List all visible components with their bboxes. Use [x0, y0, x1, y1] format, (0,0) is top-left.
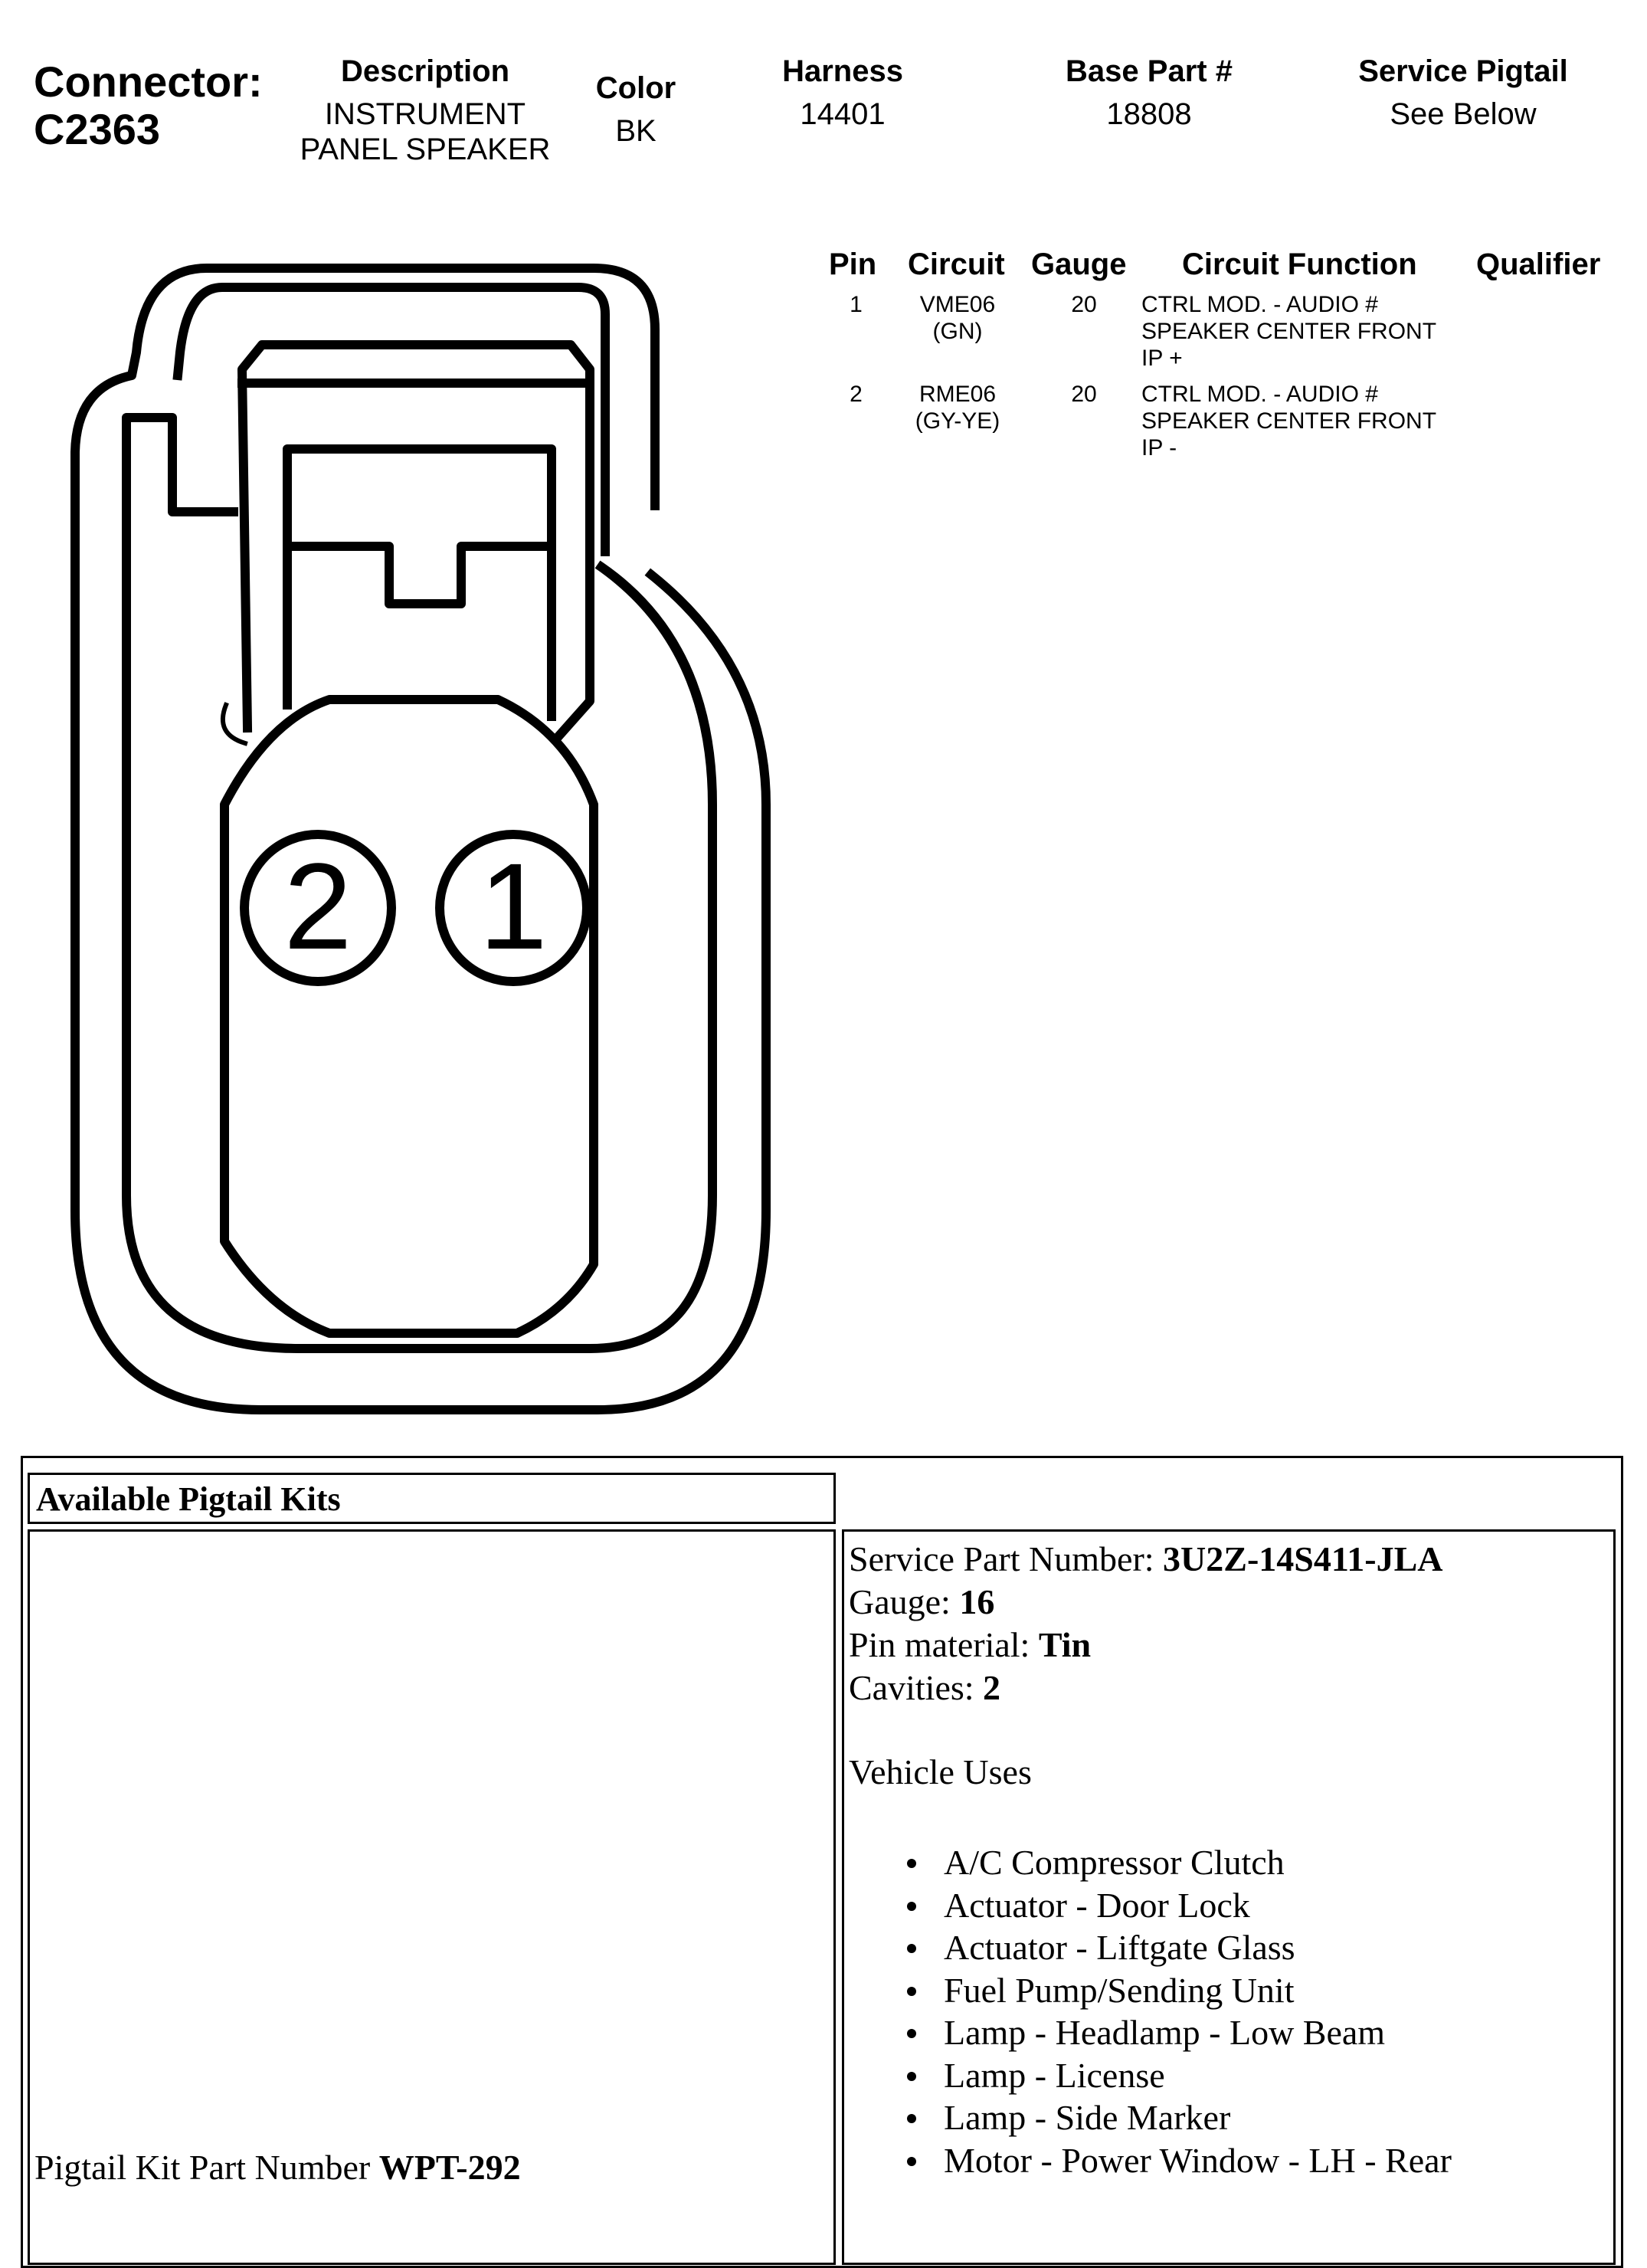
qualifier-header: Qualifier — [1476, 247, 1601, 281]
base-part-value: 18808 — [1106, 97, 1192, 131]
pigtail-kit-number — [34, 2146, 521, 2189]
connector-title — [34, 58, 263, 153]
pin-1-gauge: 20 — [1071, 292, 1097, 317]
pigtail-heading: Available Pigtail Kits — [36, 1480, 341, 1518]
pin-1-label: 1 — [479, 837, 548, 975]
pin-2-number: 2 — [850, 382, 863, 407]
list-item: Lamp - License — [849, 2054, 1613, 2097]
circuit-header: Circuit — [908, 247, 1005, 281]
pigtail-kit-cell — [28, 1529, 836, 2265]
list-item: Motor - Power Window - LH - Rear — [849, 2139, 1613, 2182]
pin-2-label: 2 — [283, 837, 352, 975]
bullet-icon — [907, 2072, 916, 2081]
list-item: Lamp - Headlamp - Low Beam — [849, 2011, 1613, 2054]
connector-hook — [223, 705, 245, 743]
bullet-icon — [907, 1902, 916, 1911]
cavities — [849, 1667, 1613, 1709]
pin-2-circuit-code: RME06 — [918, 382, 997, 407]
pigtail-heading-cell — [28, 1473, 836, 1524]
bullet-icon — [907, 1987, 916, 1996]
service-pigtail-value: See Below — [1390, 97, 1537, 131]
pin-material-value: Tin — [1038, 1625, 1092, 1664]
vehicle-uses-list — [849, 1841, 1613, 2181]
pin-material-label: Pin material: — [849, 1625, 1039, 1664]
harness-value: 14401 — [800, 97, 886, 131]
service-part-number — [849, 1538, 1613, 1581]
service-pigtail-label: Service Pigtail — [1358, 54, 1568, 88]
pigtail-gauge-value: 16 — [959, 1582, 995, 1621]
bullet-icon — [907, 1944, 916, 1953]
list-item: A/C Compressor Clutch — [849, 1841, 1613, 1884]
color-value: BK — [615, 114, 657, 148]
pin-1-circuit-code: VME06 — [919, 292, 996, 317]
pin-1-circuit — [896, 291, 1019, 345]
connector-latch-housing — [242, 345, 590, 736]
connector-inner-shell-body — [126, 418, 712, 1349]
connector-pin-face — [224, 700, 594, 1333]
service-pigtail-column — [1325, 54, 1601, 132]
color-column — [567, 70, 705, 149]
pin-1-function-line3: IP + — [1141, 346, 1183, 371]
bullet-icon — [907, 2029, 916, 2038]
color-label: Color — [595, 71, 676, 105]
bullet-icon — [907, 2114, 916, 2123]
list-item: Actuator - Liftgate Glass — [849, 1926, 1613, 1969]
pin-2-gauge: 20 — [1071, 382, 1097, 407]
list-item: Actuator - Door Lock — [849, 1884, 1613, 1927]
pin-2-function-line3: IP - — [1141, 435, 1177, 460]
connector-id: C2363 — [34, 105, 161, 153]
pin-1-function-line2: SPEAKER CENTER FRONT — [1141, 319, 1437, 344]
service-part-label: Service Part Number: — [849, 1539, 1164, 1578]
description-value-line1: INSTRUMENT — [324, 97, 526, 131]
description-label: Description — [340, 54, 510, 88]
pin-material — [849, 1624, 1613, 1667]
pin-2-circuit — [896, 381, 1019, 434]
pin-header: Pin — [829, 247, 877, 281]
circuit-function-header: Circuit Function — [1182, 247, 1417, 281]
pin-1-number: 1 — [850, 292, 863, 317]
pin-2-function-line2: SPEAKER CENTER FRONT — [1141, 408, 1437, 434]
base-part-column — [1027, 54, 1272, 132]
list-item: Lamp - Side Marker — [849, 2096, 1613, 2139]
pin-2-function — [1141, 381, 1436, 461]
list-item: Fuel Pump/Sending Unit — [849, 1969, 1613, 2012]
connector-latch-notch — [287, 546, 552, 604]
pin-2-circuit-color: (GY-YE) — [915, 408, 1000, 434]
connector-label: Connector: — [34, 57, 263, 106]
gauge-header: Gauge — [1031, 247, 1127, 281]
pigtail-gauge-label: Gauge: — [849, 1582, 960, 1621]
base-part-label: Base Part # — [1066, 54, 1233, 88]
vehicle-uses-label: Vehicle Uses — [849, 1752, 1032, 1791]
connector-face-diagram — [61, 253, 797, 1433]
description-value-line2: PANEL SPEAKER — [300, 133, 551, 166]
pigtail-kit-value: WPT-292 — [378, 2148, 521, 2187]
description-column — [276, 54, 575, 167]
pin-1-function-line1: CTRL MOD. - AUDIO # — [1141, 292, 1378, 317]
connector-outer-shell — [75, 268, 766, 1410]
cavities-value: 2 — [983, 1668, 1001, 1707]
pin-2-function-line1: CTRL MOD. - AUDIO # — [1141, 382, 1378, 407]
pin-1-function — [1141, 291, 1436, 372]
harness-column — [735, 54, 950, 132]
harness-label: Harness — [782, 54, 903, 88]
bullet-icon — [907, 1859, 916, 1868]
pigtail-details-cell — [842, 1529, 1616, 2265]
bullet-icon — [907, 2157, 916, 2166]
service-part-value: 3U2Z-14S411-JLA — [1163, 1539, 1443, 1578]
cavities-label: Cavities: — [849, 1668, 984, 1707]
pin-1-circuit-color: (GN) — [932, 319, 983, 344]
pigtail-gauge — [849, 1581, 1613, 1624]
connector-latch-tab — [287, 449, 552, 716]
pigtail-kit-label: Pigtail Kit Part Number — [34, 2148, 379, 2187]
